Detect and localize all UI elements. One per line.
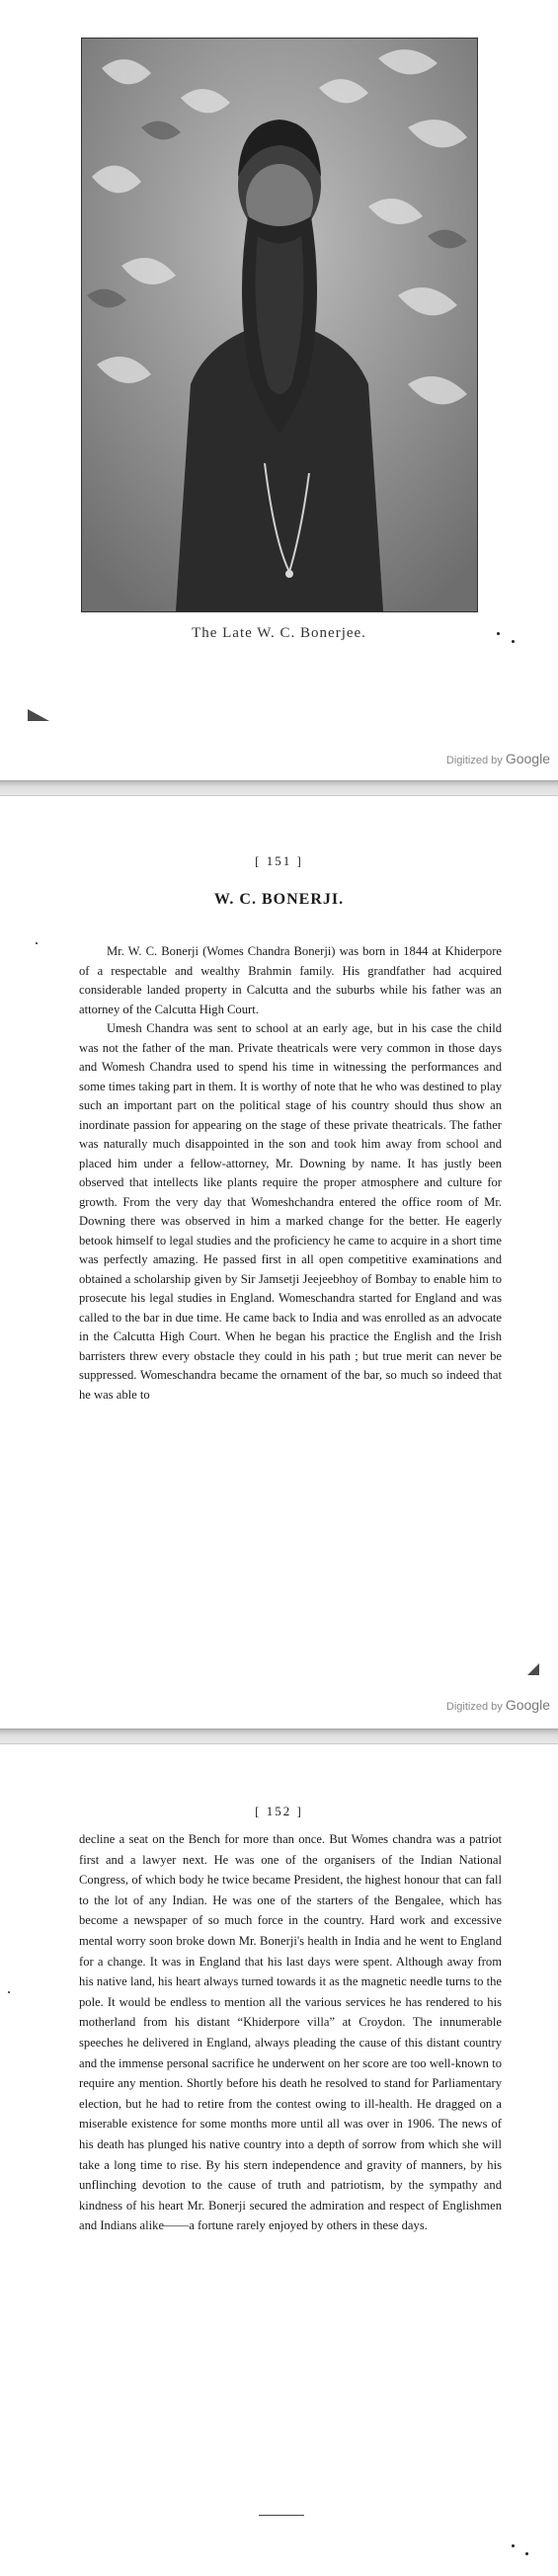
paragraph: decline a seat on the Bench for more than once. But Womes chandra was a patriot first and a lawyer next. He was one of the organisers of the Indian National Congress, of which body he twice became President, the highest honour that can fall to the lot of any Indian. He was one of the starters of the Bengalee, which has become a newspaper of so much force in the country. Hard work and excessive mental worry soon broke down Mr. Bonerji's health in India and he went to England for a change. It was in England that his last days were spent. Although away from his native land, his heart always turned towards it as the magnetic needle turns to the pole. It would be endless to mention all the various services he has rendered to his motherland from his distant “Khiderpore villa” at Croydon. The innumerable speeches he delivered in England, always pleading the cause of this distant country and the immense personal sacrifice he underwent on her score are too well-known to require any mention. Shortly before his death he resolved to stand for Parliamentary election, but he had to retire from the contest owing to ill-health. He dragged on a miserable existence for some months more until all was over in 1906. The news of his death has plunged his native country into a depth of sorrow from which she will take a long time to rise. By his stern independence and gravity of manners, by his unflinching devotion to the cause of truth and patriotism, by the sympathy and kindness of his heart Mr. Bonerji secured the admiration and respect of Englishmen and Indians alike——a fortune rarely enjoyed by others in these days. [79, 1832, 502, 2233]
digitized-watermark [446, 1697, 550, 1713]
ink-speck [512, 640, 515, 643]
chapter-heading: W. C. BONERJI. [213, 891, 345, 908]
ink-speck [525, 2552, 528, 2555]
body-text [79, 942, 502, 1405]
watermark-text: Digitized by [445, 1701, 503, 1713]
watermark-text: Digitized by [445, 755, 503, 766]
end-rule [259, 2515, 304, 2516]
paragraph: Mr. W. C. Bonerji (Womes Chandra Bonerji) was born in 1844 at Khiderpore of a respectable and wealthy Brahmin family. His grandfather had acquired considerable landed property in Calcutta and the suburbs while his father was an attorney of the Calcutta High Court. [79, 944, 502, 1016]
page-152 [0, 1744, 558, 2576]
page-separator [0, 1729, 558, 1744]
watermark-brand: Google [505, 751, 550, 766]
plate-caption: The Late W. C. Bonerjee. [192, 625, 366, 641]
body-text [79, 1829, 502, 2236]
page-corner-mark [28, 709, 49, 721]
page-plate [0, 0, 558, 780]
ink-speck [497, 632, 500, 635]
page-separator [0, 780, 558, 796]
page-number: [ 152 ] [255, 1804, 303, 1818]
ink-speck [8, 1991, 10, 1993]
portrait-drawing [82, 39, 477, 611]
page-corner-mark [527, 1663, 539, 1675]
page-number: [ 151 ] [255, 853, 303, 868]
portrait-photograph [81, 38, 478, 612]
digitized-watermark [446, 751, 550, 766]
ink-speck [512, 2544, 515, 2547]
ink-speck [36, 942, 38, 944]
watermark-brand: Google [505, 1697, 550, 1713]
paragraph: Umesh Chandra was sent to school at an early age, but in his case the child was not the father of the man. Private theatricals were very common in those days and Womesh Chandra used to spend his time in witnessing the performances and some times taking part in them. It is worthy of note that he who was destined to play such an important part on the political stage of his country should thus show an inordinate passion for appearing on the stage of these private theatricals. The father was naturally much disappointed in the son and took him away from school and placed him under a fellow-attorney, Mr. Downing by name. It has justly been observed that intellects like plants require the proper atmosphere and culture for growth. From the very day that Womeshchandra entered the office room of Mr. Downing there was observed in him a marked change for the better. He eagerly betook himself to legal studies and the proficiency he came to acquire in a short time was perfectly amazing. He passed first in all open competitive examinations and obtained a scholarship given by Sir Jamsetji Jeejeebhoy of Bombay to enable him to prosecute his legal studies in England. Womeschandra started for England and was called to the bar in due time. He came back to India and was enrolled as an advocate in the Calcutta High Court. When he began his practice the English and the Irish barristers threw every obstacle they could in his path ; but true merit can never be suppressed. Womeschandra became the ornament of the bar, so much so indeed that he was able to [79, 1021, 502, 1402]
page-151 [0, 796, 558, 1729]
